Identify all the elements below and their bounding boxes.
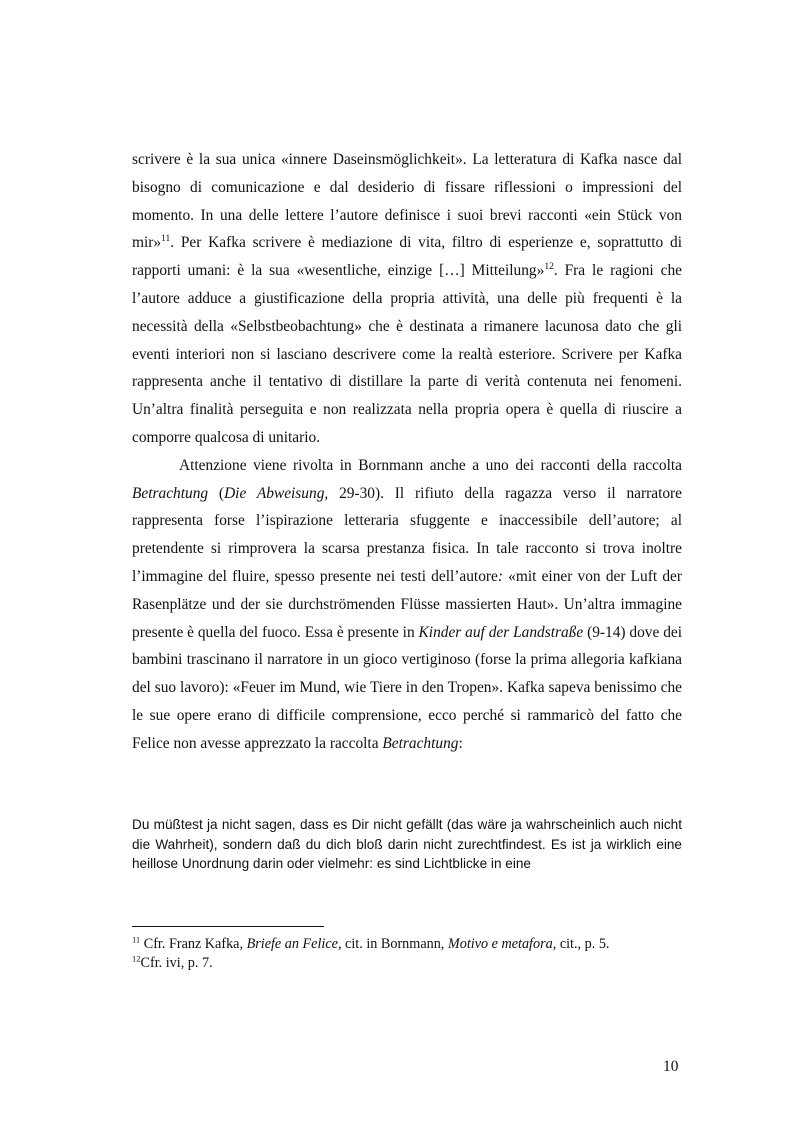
footnote-number: 11 — [132, 934, 141, 945]
paragraph: Attenzione viene rivolta in Bornmann anche a uno dei racconti della raccolta Betrachtung (Die Abweisung, 29-30). Il rifiuto della ragazza verso il narratore rappresenta forse l’ispirazione letteraria sfuggente e inaccessibile dell’autore; al pretendente si rimprovera la scarsa prestanza fisica. In tale racconto si trova inoltre l’immagine del fluire, spesso presente nei testi dell’autore: «mit einer von der Luft der Rasenplätze und der sie durchströmenden Flüsse massierten Haut». Un’altra immagine presente è quella del fuoco. Essa è presente in Kinder auf der Landstraße (9-14) dove dei bambini trascinano il narratore in un gioco vertiginoso (forse la prima allegoria kafkiana del suo lavoro): «Feuer im Mund, wie Tiere in den Tropen». Kafka sapeva benissimo che le sue opere erano di difficile comprensione, ecco perché si rammaricò del fatto che Felice non avesse apprezzato la raccolta Betrachtung: — [132, 456, 683, 752]
footnote-12: $^{12}$Cfr. ivi, p. 7. — [132, 953, 213, 971]
footnote-number: 12 — [132, 953, 141, 964]
footnote-11: $^{11}$ Cfr. Franz Kafka, Briefe an Felice, cit. in Bornmann, Motivo e metafora, cit., p. 5. — [132, 934, 610, 952]
footnotes — [132, 935, 692, 973]
block-quote: Du müßtest ja nicht sagen, dass es Dir nicht gefällt (das wäre ja wahrscheinlich auch nicht die Wahrheit), sondern daß du dich bloß darin nicht zurechtfindest. Es ist ja wirklich eine heillose Unordnung darin oder vielmehr: es sind Lichtblicke in eine — [132, 817, 682, 872]
paragraph: scrivere è la sua unica «innere Daseinsmöglichkeit». La letteratura di Kafka nasce dal bisogno di comunicazione e dal desiderio di fissare riflessioni o impressioni del momento. In una delle lettere l’autore definisce i suoi brevi racconti «ein Stück von mir»$^{11}$. Per Kafka scrivere è mediazione di vita, filtro di esperienze e, soprattutto di rapporti umani: è la sua «wesentliche, einzige […] Mitteilung»$^{12}$. Fra le ragioni che l’autore adduce a giustificazione della propria attività, una delle più frequenti è la necessità della «Selbstbeobachtung» che è destinata a rimanere lacunosa dato che gli eventi interiori non si lasciano descrivere come la realtà esteriore. Scrivere per Kafka rappresenta anche il tentativo di distillare la parte di verità contenuta nei fenomeni. Un’altra finalità perseguita e non realizzata nella propria opera è quella di riuscire a comporre qualcosa di unitario. — [132, 151, 682, 446]
footnote-ref-12[interactable]: 12 — [544, 262, 554, 273]
body-text — [132, 146, 682, 758]
footnote-ref-11[interactable]: 11 — [161, 234, 171, 245]
footnote-separator — [132, 926, 324, 927]
page-number: 10 — [663, 1058, 679, 1075]
